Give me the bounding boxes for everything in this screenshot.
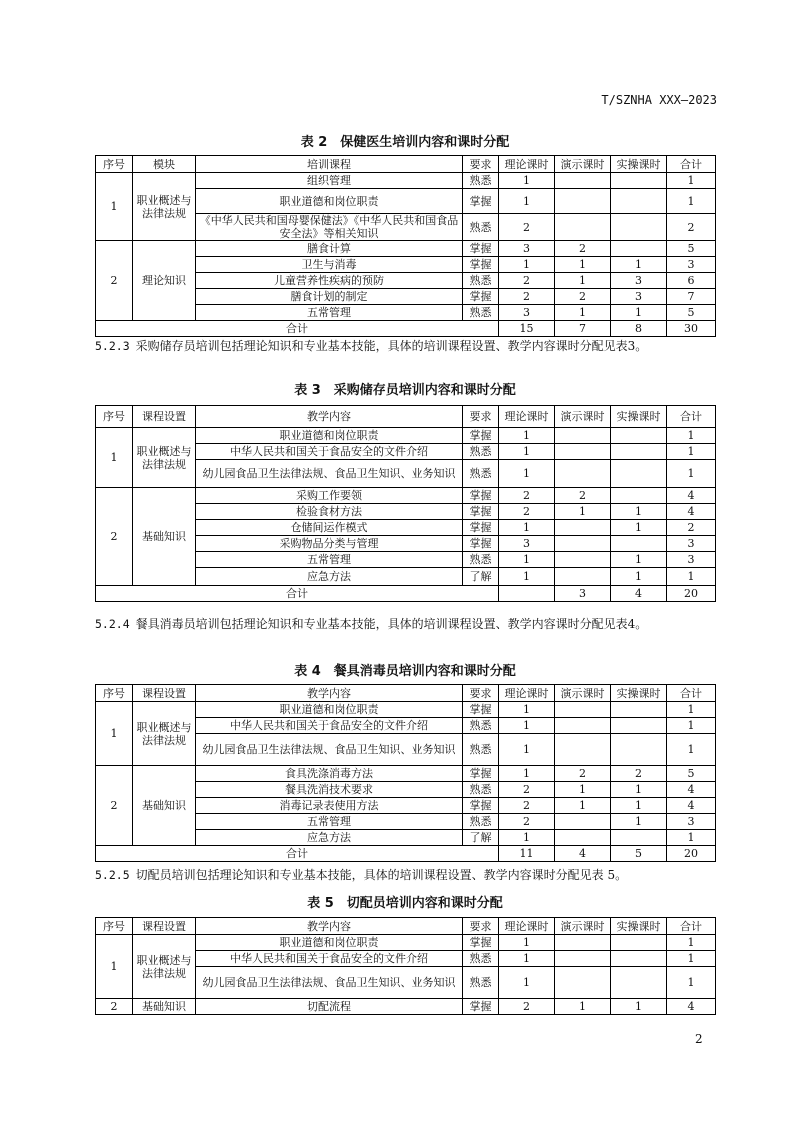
requirement: 掌握 (463, 702, 499, 718)
requirement: 熟悉 (463, 814, 499, 830)
practice-hours (611, 428, 667, 444)
course-name: 幼儿园食品卫生法律法规、食品卫生知识、业务知识 (196, 967, 463, 999)
requirement: 熟悉 (463, 444, 499, 460)
requirement: 了解 (463, 830, 499, 846)
practice-hours (611, 241, 667, 257)
course-name: 切配流程 (196, 999, 463, 1015)
course-name: 五常管理 (196, 305, 463, 321)
demo-hours (555, 568, 611, 586)
table-3-caption: 表 3 采购储存员培训内容和课时分配 (294, 383, 516, 398)
column-header: 演示课时 (555, 685, 611, 702)
course-name: 卫生与消毒 (196, 257, 463, 273)
total-hours: 3 (667, 257, 716, 273)
paragraph-text: 切配员培训包括理论知识和专业基本技能，具体的培训课程设置、教学内容课时分配见表 5。 (135, 868, 628, 882)
demo-hours (555, 935, 611, 951)
column-header: 合计 (667, 685, 716, 702)
column-header: 合计 (667, 918, 716, 935)
column-header: 序号 (96, 406, 133, 428)
column-header: 序号 (96, 156, 133, 173)
demo-hours: 1 (555, 782, 611, 798)
requirement: 掌握 (463, 798, 499, 814)
column-header: 理论课时 (499, 156, 555, 173)
requirement: 掌握 (463, 766, 499, 782)
requirement: 熟悉 (463, 734, 499, 766)
theory-hours: 2 (499, 289, 555, 305)
column-header: 教学内容 (196, 918, 463, 935)
module-name: 职业概述与法律法规 (133, 428, 196, 488)
total-hours: 1 (667, 734, 716, 766)
total-value: 15 (499, 321, 555, 337)
column-header: 实操课时 (611, 406, 667, 428)
practice-hours: 1 (611, 999, 667, 1015)
course-name: 幼儿园食品卫生法律法规、食品卫生知识、业务知识 (196, 460, 463, 488)
requirement: 熟悉 (463, 173, 499, 189)
paragraph-5-2-3 (95, 337, 720, 355)
course-name: 中华人民共和国关于食品安全的文件介绍 (196, 718, 463, 734)
table-row (96, 428, 716, 444)
practice-hours (611, 536, 667, 552)
paragraph-5-2-4 (95, 615, 720, 633)
total-hours: 1 (667, 428, 716, 444)
requirement: 掌握 (463, 189, 499, 214)
column-header: 实操课时 (611, 685, 667, 702)
section-number: 5.2.5 (95, 868, 130, 882)
table-3 (95, 405, 716, 602)
demo-hours: 1 (555, 273, 611, 289)
module-name: 职业概述与法律法规 (133, 935, 196, 999)
total-hours: 1 (667, 173, 716, 189)
group-number: 2 (96, 766, 133, 846)
column-header: 合计 (667, 156, 716, 173)
total-value (499, 586, 555, 602)
table-row (96, 999, 716, 1015)
module-name: 职业概述与法律法规 (133, 702, 196, 766)
module-name: 基础知识 (133, 766, 196, 846)
practice-hours: 1 (611, 814, 667, 830)
column-header: 理论课时 (499, 918, 555, 935)
theory-hours: 1 (499, 173, 555, 189)
column-header: 要求 (463, 156, 499, 173)
total-label: 合计 (96, 846, 499, 862)
column-header: 实操课时 (611, 156, 667, 173)
practice-hours: 1 (611, 568, 667, 586)
total-hours: 5 (667, 241, 716, 257)
column-header: 理论课时 (499, 406, 555, 428)
table-row (96, 488, 716, 504)
course-name: 应急方法 (196, 830, 463, 846)
total-hours: 1 (667, 935, 716, 951)
theory-hours: 1 (499, 935, 555, 951)
total-hours: 5 (667, 766, 716, 782)
demo-hours (555, 444, 611, 460)
total-value: 11 (499, 846, 555, 862)
column-header: 课程设置 (133, 918, 196, 935)
course-name: 职业道德和岗位职责 (196, 189, 463, 214)
module-name: 基础知识 (133, 488, 196, 586)
theory-hours: 1 (499, 257, 555, 273)
requirement: 掌握 (463, 999, 499, 1015)
total-label: 合计 (96, 321, 499, 337)
practice-hours: 1 (611, 257, 667, 273)
total-value: 5 (611, 846, 667, 862)
group-number: 2 (96, 488, 133, 586)
theory-hours: 1 (499, 552, 555, 568)
theory-hours: 2 (499, 488, 555, 504)
theory-hours: 2 (499, 214, 555, 241)
course-name: 膳食计算 (196, 241, 463, 257)
theory-hours: 1 (499, 444, 555, 460)
requirement: 掌握 (463, 520, 499, 536)
course-name: 采购工作要领 (196, 488, 463, 504)
requirement: 掌握 (463, 488, 499, 504)
total-hours: 7 (667, 289, 716, 305)
total-hours: 4 (667, 504, 716, 520)
total-hours: 1 (667, 460, 716, 488)
course-name: 应急方法 (196, 568, 463, 586)
practice-hours (611, 444, 667, 460)
demo-hours (555, 830, 611, 846)
course-name: 中华人民共和国关于食品安全的文件介绍 (196, 951, 463, 967)
group-number: 1 (96, 702, 133, 766)
column-header: 演示课时 (555, 406, 611, 428)
course-name: 餐具洗消技术要求 (196, 782, 463, 798)
theory-hours: 1 (499, 967, 555, 999)
demo-hours (555, 460, 611, 488)
total-hours: 4 (667, 999, 716, 1015)
theory-hours: 1 (499, 830, 555, 846)
table-row (96, 766, 716, 782)
total-hours: 4 (667, 798, 716, 814)
total-hours: 3 (667, 552, 716, 568)
header-row (96, 918, 716, 935)
total-row (96, 846, 716, 862)
practice-hours: 1 (611, 552, 667, 568)
practice-hours (611, 488, 667, 504)
module-name: 基础知识 (133, 999, 196, 1015)
theory-hours: 3 (499, 241, 555, 257)
table-row (96, 241, 716, 257)
column-header: 教学内容 (196, 685, 463, 702)
theory-hours: 1 (499, 520, 555, 536)
theory-hours: 1 (499, 718, 555, 734)
group-number: 1 (96, 935, 133, 999)
total-label: 合计 (96, 586, 499, 602)
course-name: 中华人民共和国关于食品安全的文件介绍 (196, 444, 463, 460)
table-2-caption: 表 2 保健医生培训内容和课时分配 (300, 135, 510, 150)
course-name: 检验食材方法 (196, 504, 463, 520)
column-header: 课程设置 (133, 406, 196, 428)
group-number: 2 (96, 241, 133, 321)
total-hours: 1 (667, 444, 716, 460)
requirement: 掌握 (463, 428, 499, 444)
requirement: 熟悉 (463, 967, 499, 999)
table-row (96, 935, 716, 951)
demo-hours (555, 428, 611, 444)
demo-hours (555, 552, 611, 568)
column-header: 序号 (96, 685, 133, 702)
paragraph-5-2-5 (95, 866, 720, 884)
demo-hours: 1 (555, 798, 611, 814)
demo-hours (555, 214, 611, 241)
section-number: 5.2.3 (95, 339, 130, 353)
requirement: 熟悉 (463, 718, 499, 734)
course-name: 膳食计划的制定 (196, 289, 463, 305)
requirement: 掌握 (463, 289, 499, 305)
demo-hours (555, 520, 611, 536)
total-value: 20 (667, 846, 716, 862)
header-row (96, 406, 716, 428)
table-row (96, 702, 716, 718)
column-header: 要求 (463, 406, 499, 428)
column-header: 演示课时 (555, 918, 611, 935)
total-value: 4 (611, 586, 667, 602)
theory-hours: 1 (499, 428, 555, 444)
practice-hours (611, 702, 667, 718)
practice-hours (611, 830, 667, 846)
practice-hours (611, 189, 667, 214)
practice-hours: 1 (611, 798, 667, 814)
table-4 (95, 684, 716, 862)
theory-hours: 1 (499, 189, 555, 214)
demo-hours: 2 (555, 766, 611, 782)
theory-hours: 1 (499, 460, 555, 488)
demo-hours: 1 (555, 305, 611, 321)
module-name: 理论知识 (133, 241, 196, 321)
column-header: 序号 (96, 918, 133, 935)
header-row (96, 156, 716, 173)
column-header: 理论课时 (499, 685, 555, 702)
practice-hours: 3 (611, 273, 667, 289)
theory-hours: 1 (499, 766, 555, 782)
total-value: 7 (555, 321, 611, 337)
total-hours: 1 (667, 702, 716, 718)
practice-hours: 1 (611, 782, 667, 798)
demo-hours: 1 (555, 999, 611, 1015)
practice-hours (611, 967, 667, 999)
theory-hours: 2 (499, 999, 555, 1015)
requirement: 了解 (463, 568, 499, 586)
demo-hours: 2 (555, 241, 611, 257)
demo-hours (555, 189, 611, 214)
theory-hours: 1 (499, 951, 555, 967)
requirement: 掌握 (463, 504, 499, 520)
group-number: 2 (96, 999, 133, 1015)
practice-hours (611, 734, 667, 766)
course-name: 儿童营养性疾病的预防 (196, 273, 463, 289)
module-name: 职业概述与法律法规 (133, 173, 196, 241)
theory-hours: 2 (499, 504, 555, 520)
total-value: 30 (667, 321, 716, 337)
course-name: 仓储间运作模式 (196, 520, 463, 536)
total-hours: 1 (667, 951, 716, 967)
table-row (96, 173, 716, 189)
total-hours: 3 (667, 814, 716, 830)
table-4-caption: 表 4 餐具消毒员培训内容和课时分配 (294, 664, 516, 679)
requirement: 熟悉 (463, 305, 499, 321)
total-hours: 2 (667, 214, 716, 241)
practice-hours: 3 (611, 289, 667, 305)
requirement: 掌握 (463, 241, 499, 257)
requirement: 熟悉 (463, 951, 499, 967)
requirement: 掌握 (463, 536, 499, 552)
course-name: 《中华人民共和国母婴保健法》《中华人民共和国食品安全法》等相关知识 (196, 214, 463, 241)
practice-hours (611, 718, 667, 734)
document-code: T/SZNHA XXX—2023 (601, 93, 717, 107)
theory-hours: 1 (499, 702, 555, 718)
course-name: 职业道德和岗位职责 (196, 428, 463, 444)
requirement: 熟悉 (463, 460, 499, 488)
demo-hours (555, 718, 611, 734)
theory-hours: 2 (499, 814, 555, 830)
paragraph-text: 餐具消毒员培训包括理论知识和专业基本技能，具体的培训课程设置、教学内容课时分配见表4。 (135, 617, 648, 631)
demo-hours (555, 536, 611, 552)
theory-hours: 2 (499, 782, 555, 798)
demo-hours: 2 (555, 289, 611, 305)
group-number: 1 (96, 173, 133, 241)
column-header: 要求 (463, 685, 499, 702)
total-value: 3 (555, 586, 611, 602)
total-value: 4 (555, 846, 611, 862)
theory-hours: 3 (499, 536, 555, 552)
page-number: 2 (695, 1032, 703, 1046)
total-hours: 3 (667, 536, 716, 552)
total-hours: 4 (667, 488, 716, 504)
course-name: 五常管理 (196, 552, 463, 568)
column-header: 课程设置 (133, 685, 196, 702)
total-hours: 4 (667, 782, 716, 798)
total-hours: 1 (667, 967, 716, 999)
practice-hours (611, 173, 667, 189)
course-name: 职业道德和岗位职责 (196, 935, 463, 951)
theory-hours: 3 (499, 305, 555, 321)
practice-hours (611, 460, 667, 488)
course-name: 幼儿园食品卫生法律法规、食品卫生知识、业务知识 (196, 734, 463, 766)
column-header: 要求 (463, 918, 499, 935)
requirement: 掌握 (463, 257, 499, 273)
demo-hours (555, 702, 611, 718)
demo-hours (555, 814, 611, 830)
group-number: 1 (96, 428, 133, 488)
paragraph-text: 采购储存员培训包括理论知识和专业基本技能，具体的培训课程设置、教学内容课时分配见表3。 (135, 339, 648, 353)
demo-hours: 2 (555, 488, 611, 504)
column-header: 演示课时 (555, 156, 611, 173)
course-name: 采购物品分类与管理 (196, 536, 463, 552)
column-header: 合计 (667, 406, 716, 428)
section-number: 5.2.4 (95, 617, 130, 631)
course-name: 职业道德和岗位职责 (196, 702, 463, 718)
table-5 (95, 917, 716, 1015)
practice-hours (611, 935, 667, 951)
total-hours: 2 (667, 520, 716, 536)
total-hours: 1 (667, 718, 716, 734)
practice-hours: 1 (611, 520, 667, 536)
theory-hours: 2 (499, 273, 555, 289)
total-hours: 5 (667, 305, 716, 321)
demo-hours: 1 (555, 504, 611, 520)
table-5-caption: 表 5 切配员培训内容和课时分配 (307, 896, 503, 911)
course-name: 组织管理 (196, 173, 463, 189)
total-value: 20 (667, 586, 716, 602)
column-header: 实操课时 (611, 918, 667, 935)
requirement: 熟悉 (463, 782, 499, 798)
requirement: 熟悉 (463, 552, 499, 568)
header-row (96, 685, 716, 702)
table-2 (95, 155, 716, 337)
practice-hours: 1 (611, 504, 667, 520)
practice-hours (611, 214, 667, 241)
theory-hours: 1 (499, 568, 555, 586)
practice-hours: 1 (611, 305, 667, 321)
course-name: 消毒记录表使用方法 (196, 798, 463, 814)
requirement: 熟悉 (463, 214, 499, 241)
demo-hours (555, 951, 611, 967)
total-row (96, 321, 716, 337)
column-header: 模块 (133, 156, 196, 173)
total-hours: 1 (667, 568, 716, 586)
total-value: 8 (611, 321, 667, 337)
practice-hours: 2 (611, 766, 667, 782)
total-hours: 6 (667, 273, 716, 289)
theory-hours: 2 (499, 798, 555, 814)
requirement: 熟悉 (463, 273, 499, 289)
course-name: 五常管理 (196, 814, 463, 830)
course-name: 食具洗涤消毒方法 (196, 766, 463, 782)
demo-hours (555, 173, 611, 189)
theory-hours: 1 (499, 734, 555, 766)
demo-hours: 1 (555, 257, 611, 273)
column-header: 培训课程 (196, 156, 463, 173)
requirement: 掌握 (463, 935, 499, 951)
total-hours: 1 (667, 830, 716, 846)
total-hours: 1 (667, 189, 716, 214)
practice-hours (611, 951, 667, 967)
total-row (96, 586, 716, 602)
demo-hours (555, 734, 611, 766)
column-header: 教学内容 (196, 406, 463, 428)
demo-hours (555, 967, 611, 999)
